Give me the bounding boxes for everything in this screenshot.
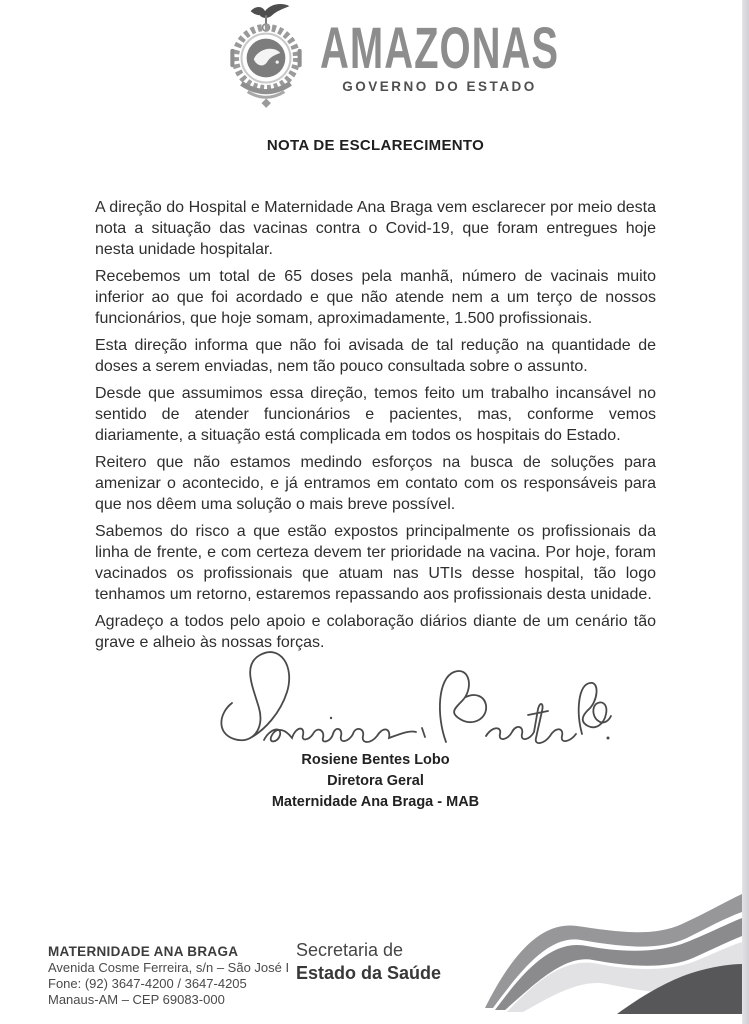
signer-name: Rosiene Bentes Lobo	[301, 752, 450, 768]
signer-block	[95, 750, 656, 813]
scan-edge-strip	[742, 0, 749, 1024]
paragraph: A direção do Hospital e Maternidade Ana Braga vem esclarecer por meio desta nota a situação das vacinas contra o Covid-19, que foram entregues hoje nesta unidade hospitalar.	[95, 199, 656, 258]
amazonas-coat-of-arms-icon	[222, 2, 310, 110]
wordmark	[320, 2, 559, 94]
paragraph: Sabemos do risco a que estão expostos principalmente os profissionais da linha de frente, e com certeza devem ter prioridade na vacina. Por hoje, foram vacinados os profissionais que atuam nas UTIs desse hospital, tão logo tenhamos um retorno, estaremos repassando aos profissionais desta unidade.	[95, 523, 656, 603]
facility-address: Avenida Cosme Ferreira, s/n – São José I	[48, 960, 290, 975]
document-body	[95, 197, 656, 659]
signer-role: Diretora Geral	[327, 773, 424, 789]
paragraph: Agradeço a todos pelo apoio e colaboração diários diante de um cenário tão grave e alheio às nossas forças.	[95, 613, 656, 651]
letterhead	[222, 2, 559, 110]
river-waves-icon	[477, 886, 742, 1016]
paragraph: Reitero que não estamos medindo esforços na busca de soluções para amenizar o acontecido, e já entramos em contato com os responsáveis para que nos dêem uma solução o mais breve possível.	[95, 454, 656, 513]
handwritten-signature-icon	[212, 645, 612, 763]
facility-city-cep: Manaus-AM – CEP 69083-000	[48, 992, 225, 1007]
facility-phone: Fone: (92) 3647-4200 / 3647-4205	[48, 976, 247, 991]
secretariat-line2: Estado da Saúde	[296, 963, 442, 983]
state-name: AMAZONAS	[320, 17, 560, 81]
state-subtitle: GOVERNO DO ESTADO	[342, 79, 537, 94]
paragraph: Esta direção informa que não foi avisada de tal redução na quantidade de doses a serem enviadas, nem tão pouco consultada sobre o assunto.	[95, 337, 656, 375]
signer-organization: Maternidade Ana Braga - MAB	[271, 794, 480, 810]
footer-address-block	[48, 944, 289, 1008]
paragraph: Recebemos um total de 65 doses pela manhã, número de vacinais muito inferior ao que foi acordado e que não atende nem a um terço de nossos funcionários, que hoje somam, aproximadamente, 1.500 profissionais.	[95, 268, 656, 327]
secretariat-line1: Secretaria de	[296, 940, 404, 960]
facility-name: MATERNIDADE ANA BRAGA	[48, 944, 239, 959]
secretariat-block	[296, 939, 441, 985]
document-title: NOTA DE ESCLARECIMENTO	[266, 137, 485, 154]
paragraph: Desde que assumimos essa direção, temos feito um trabalho incansável no sentido de atender funcionários e pacientes, mas, conforme vemos diariamente, a situação está complicada em todos os hospitais do Estado.	[95, 385, 656, 444]
